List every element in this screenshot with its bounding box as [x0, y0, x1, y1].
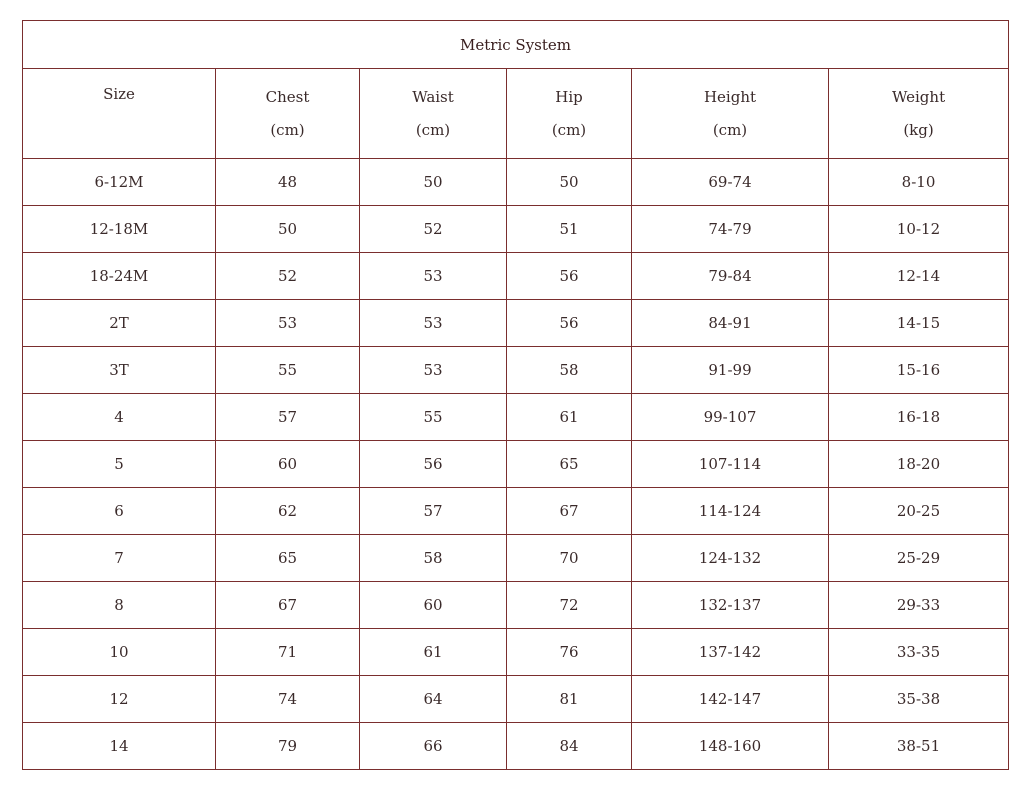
- cell-chest: 65: [216, 535, 360, 582]
- table-row: [23, 253, 1009, 300]
- table-row: [23, 535, 1009, 582]
- cell-size: 2T: [23, 300, 216, 347]
- table-row: [23, 159, 1009, 206]
- cell-size: 4: [23, 394, 216, 441]
- column-header-unit: (cm): [712, 120, 748, 139]
- cell-weight: 25-29: [829, 535, 1009, 582]
- table-row: [23, 629, 1009, 676]
- cell-weight: 29-33: [829, 582, 1009, 629]
- cell-size: 14: [23, 723, 216, 770]
- table-row: [23, 347, 1009, 394]
- cell-height: 148-160: [632, 723, 829, 770]
- cell-height: 84-91: [632, 300, 829, 347]
- cell-waist: 61: [360, 629, 507, 676]
- column-header-label: Chest: [265, 87, 310, 106]
- cell-hip: 56: [507, 300, 632, 347]
- cell-size: 6: [23, 488, 216, 535]
- cell-size: 5: [23, 441, 216, 488]
- cell-waist: 53: [360, 347, 507, 394]
- cell-weight: 35-38: [829, 676, 1009, 723]
- column-header-unit: (kg): [903, 120, 934, 139]
- cell-hip: 65: [507, 441, 632, 488]
- cell-height: 142-147: [632, 676, 829, 723]
- column-header-height: [632, 69, 829, 159]
- cell-hip: 58: [507, 347, 632, 394]
- cell-height: 91-99: [632, 347, 829, 394]
- table-title: Metric System: [23, 21, 1009, 69]
- cell-weight: 14-15: [829, 300, 1009, 347]
- cell-chest: 74: [216, 676, 360, 723]
- table-row: [23, 394, 1009, 441]
- cell-size: 18-24M: [23, 253, 216, 300]
- cell-waist: 58: [360, 535, 507, 582]
- table-row: [23, 582, 1009, 629]
- cell-hip: 70: [507, 535, 632, 582]
- cell-hip: 84: [507, 723, 632, 770]
- cell-chest: 71: [216, 629, 360, 676]
- cell-waist: 53: [360, 300, 507, 347]
- cell-chest: 52: [216, 253, 360, 300]
- cell-hip: 72: [507, 582, 632, 629]
- cell-height: 69-74: [632, 159, 829, 206]
- cell-weight: 33-35: [829, 629, 1009, 676]
- cell-weight: 16-18: [829, 394, 1009, 441]
- cell-chest: 79: [216, 723, 360, 770]
- cell-chest: 67: [216, 582, 360, 629]
- cell-waist: 57: [360, 488, 507, 535]
- cell-waist: 53: [360, 253, 507, 300]
- cell-size: 3T: [23, 347, 216, 394]
- cell-height: 114-124: [632, 488, 829, 535]
- size-chart-table: [22, 20, 1009, 770]
- cell-waist: 50: [360, 159, 507, 206]
- cell-height: 124-132: [632, 535, 829, 582]
- cell-weight: 10-12: [829, 206, 1009, 253]
- column-header-size: [23, 69, 216, 159]
- cell-chest: 53: [216, 300, 360, 347]
- column-header-label: Height: [703, 87, 757, 106]
- cell-chest: 57: [216, 394, 360, 441]
- cell-size: 8: [23, 582, 216, 629]
- cell-hip: 51: [507, 206, 632, 253]
- table-body: [23, 159, 1009, 770]
- column-header-waist: [360, 69, 507, 159]
- table-title-row: [23, 21, 1009, 69]
- cell-height: 137-142: [632, 629, 829, 676]
- cell-size: 12-18M: [23, 206, 216, 253]
- cell-height: 107-114: [632, 441, 829, 488]
- table-row: [23, 488, 1009, 535]
- column-header-label: Weight: [891, 87, 946, 106]
- cell-waist: 56: [360, 441, 507, 488]
- cell-weight: 38-51: [829, 723, 1009, 770]
- cell-waist: 60: [360, 582, 507, 629]
- header-row: [23, 69, 1009, 159]
- column-header-label: Hip: [555, 87, 583, 106]
- cell-hip: 81: [507, 676, 632, 723]
- column-header-label: Size: [103, 85, 135, 103]
- cell-weight: 8-10: [829, 159, 1009, 206]
- column-header-weight: [829, 69, 1009, 159]
- cell-weight: 20-25: [829, 488, 1009, 535]
- cell-waist: 52: [360, 206, 507, 253]
- cell-waist: 66: [360, 723, 507, 770]
- column-header-unit: (cm): [551, 120, 587, 139]
- cell-chest: 62: [216, 488, 360, 535]
- cell-hip: 76: [507, 629, 632, 676]
- cell-hip: 50: [507, 159, 632, 206]
- cell-waist: 55: [360, 394, 507, 441]
- cell-hip: 56: [507, 253, 632, 300]
- cell-weight: 18-20: [829, 441, 1009, 488]
- cell-chest: 60: [216, 441, 360, 488]
- cell-size: 7: [23, 535, 216, 582]
- table-row: [23, 206, 1009, 253]
- column-header-unit: (cm): [270, 120, 305, 139]
- cell-size: 6-12M: [23, 159, 216, 206]
- cell-size: 12: [23, 676, 216, 723]
- cell-chest: 50: [216, 206, 360, 253]
- cell-hip: 61: [507, 394, 632, 441]
- cell-hip: 67: [507, 488, 632, 535]
- table-row: [23, 300, 1009, 347]
- cell-weight: 15-16: [829, 347, 1009, 394]
- cell-size: 10: [23, 629, 216, 676]
- column-header-unit: (cm): [415, 120, 451, 139]
- cell-weight: 12-14: [829, 253, 1009, 300]
- column-header-chest: [216, 69, 360, 159]
- table-row: [23, 676, 1009, 723]
- column-header-hip: [507, 69, 632, 159]
- cell-height: 132-137: [632, 582, 829, 629]
- cell-height: 74-79: [632, 206, 829, 253]
- cell-chest: 55: [216, 347, 360, 394]
- cell-height: 79-84: [632, 253, 829, 300]
- table-row: [23, 723, 1009, 770]
- cell-height: 99-107: [632, 394, 829, 441]
- column-header-label: Waist: [412, 87, 454, 106]
- cell-chest: 48: [216, 159, 360, 206]
- cell-waist: 64: [360, 676, 507, 723]
- table-row: [23, 441, 1009, 488]
